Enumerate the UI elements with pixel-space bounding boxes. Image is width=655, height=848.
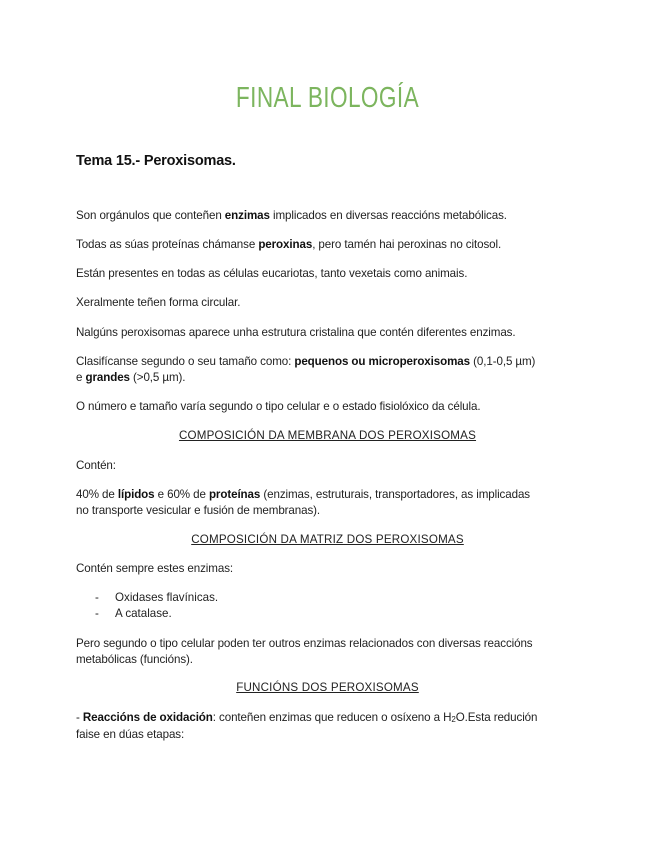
section-heading-functions: FUNCIÓNS DOS PEROXISOMAS <box>236 681 419 694</box>
topic-heading: Tema 15.- Peroxisomas. <box>76 153 236 169</box>
list-item: - A catalase. <box>95 607 172 620</box>
document-title: FINAL BIOLOGÍA <box>235 82 420 114</box>
section-heading-membrane: COMPOSICIÓN DA MEMBRANA DOS PEROXISOMAS <box>178 429 477 442</box>
paragraph-other-enzymes: Pero segundo o tipo celular poden ter outros enzimas relacionados con diversas reaccións metabólicas (funcións). <box>76 637 533 666</box>
paragraph-membrane-composition: 40% de lípidos e 60% de proteínas (enzimas, estruturais, transportadores, as implicadas no transporte vesicular e fusión de membranas). <box>76 488 530 517</box>
paragraph-definition: Son orgánulos que conteñen enzimas implicados en diversas reaccións metabólicas. <box>76 209 507 222</box>
paragraph-presence: Están presentes en todas as células eucariotas, tanto vexetais como animais. <box>76 267 468 280</box>
list-item: - Oxidases flavínicas. <box>95 591 219 604</box>
paragraph-number-size: O número e tamaño varía segundo o tipo celular e o estado fisiolóxico da célula. <box>76 400 481 413</box>
paragraph-crystalline: Nalgúns peroxisomas aparece unha estrutura cristalina que contén diferentes enzimas. <box>76 326 516 339</box>
paragraph-contains: Contén: <box>76 459 116 472</box>
paragraph-oxidation: - Reaccións de oxidación: conteñen enzimas que reducen o osíxeno a $H_2O.Esta$ redución faise en dúas etapas: <box>76 711 538 741</box>
paragraph-classification: Clasifícanse segundo o seu tamaño como: pequenos ou microperoxisomas (0,1-0,5 µm) e grandes (>0,5 µm). <box>76 355 536 384</box>
paragraph-peroxins: Todas as súas proteínas chámanse peroxinas, pero tamén hai peroxinas no citosol. <box>76 238 502 251</box>
paragraph-shape: Xeralmente teñen forma circular. <box>76 296 241 309</box>
section-heading-matrix: COMPOSICIÓN DA MATRIZ DOS PEROXISOMAS <box>191 533 464 546</box>
paragraph-always-contains: Contén sempre estes enzimas: <box>76 562 234 575</box>
